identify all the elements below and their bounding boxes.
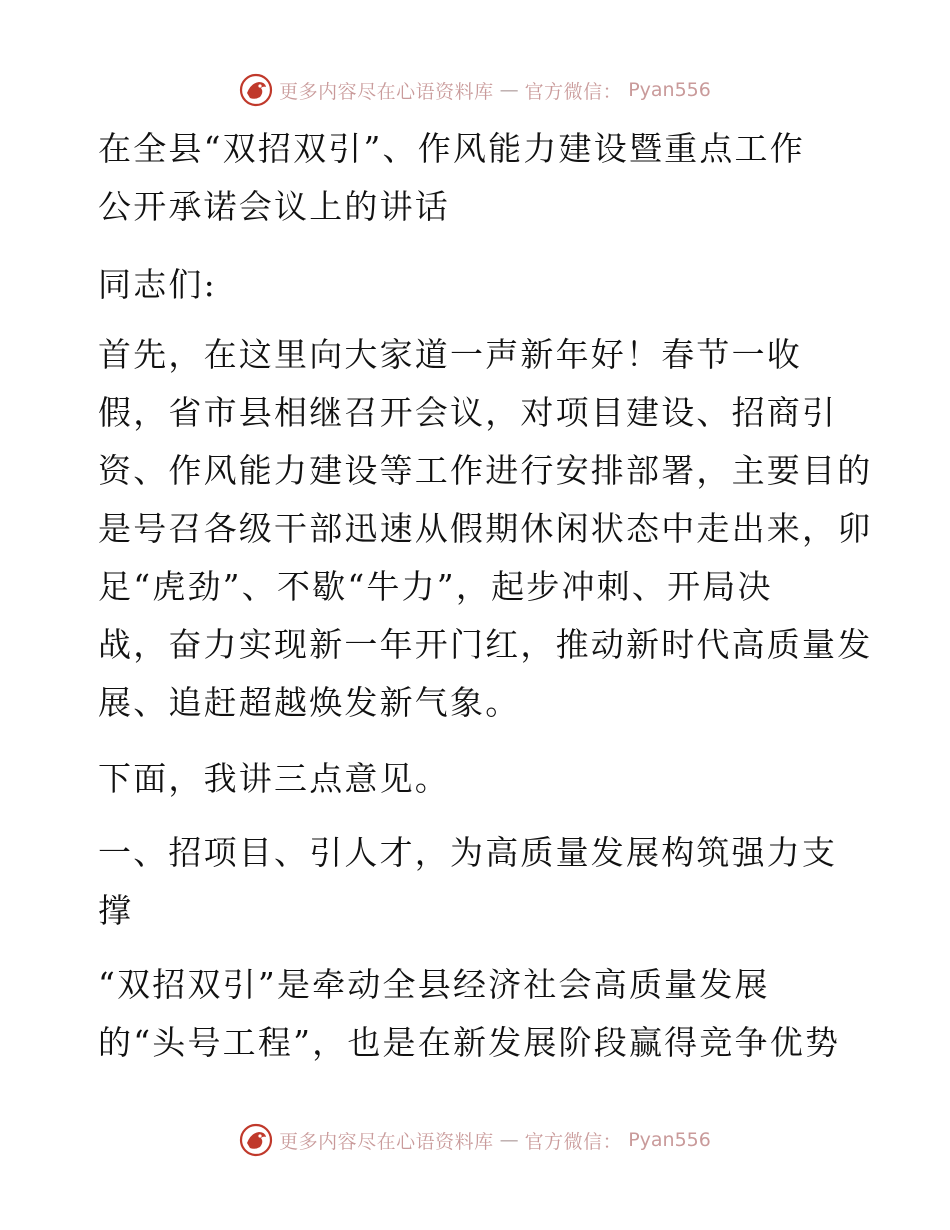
paragraph-3 <box>98 956 858 1072</box>
watermark-text: 更多内容尽在心语资料库 <box>279 1130 494 1153</box>
paragraph-line: 的“头号工程”，也是在新发展阶段赢得竞争优势 <box>98 1023 841 1062</box>
paragraph-1-text <box>98 326 873 732</box>
paragraph-1 <box>98 326 873 732</box>
paragraph-line: 足“虎劲”、不歇“牛力”，起步冲刺、开局决 <box>98 567 773 606</box>
paragraph-2 <box>98 750 858 808</box>
paragraph-line: 展、追赶超越焕发新气象。 <box>98 683 521 722</box>
footer-watermark <box>0 1122 950 1158</box>
paragraph-line: 假，省市县相继召开会议，对项目建设、招商引 <box>98 393 838 432</box>
paragraph-3-text <box>98 956 858 1072</box>
paragraph-line: 战，奋力实现新一年开门红，推动新时代高质量发 <box>98 625 873 664</box>
document-title <box>98 120 858 236</box>
red-cat-logo-icon <box>239 73 273 107</box>
watermark-separator: — <box>499 79 519 101</box>
watermark-wechat-label: 官方微信： <box>524 80 623 103</box>
paragraph-2-text: 下面，我讲三点意见。 <box>98 759 450 798</box>
section-heading-1 <box>98 824 858 940</box>
paragraph-line: 首先，在这里向大家道一声新年好！春节一收 <box>98 335 802 374</box>
paragraph-line: 资、作风能力建设等工作进行安排部署，主要目的 <box>98 451 873 490</box>
document-body <box>98 120 858 236</box>
paragraph-line: 是号召各级干部迅速从假期休闲状态中走出来，卯 <box>98 509 873 548</box>
red-cat-logo-icon <box>239 1123 273 1157</box>
watermark-wechat-label: 官方微信： <box>524 1130 623 1153</box>
section-heading-1-text <box>98 824 858 940</box>
title-line: 公开承诺会议上的讲话 <box>98 187 450 226</box>
header-watermark <box>0 72 950 108</box>
heading-line: 撑 <box>98 891 134 930</box>
salutation: 同志们: <box>98 265 217 304</box>
heading-line: 一、招项目、引人才，为高质量发展构筑强力支 <box>98 833 838 872</box>
salutation-block <box>98 256 858 314</box>
title-line: 在全县“双招双引”、作风能力建设暨重点工作 <box>98 129 805 168</box>
watermark-account: Pyan556 <box>628 1129 711 1151</box>
paragraph-line: “双招双引”是牵动全县经济社会高质量发展 <box>98 965 770 1004</box>
watermark-separator: — <box>499 1129 519 1151</box>
watermark-text: 更多内容尽在心语资料库 <box>279 80 494 103</box>
watermark-account: Pyan556 <box>628 79 711 101</box>
